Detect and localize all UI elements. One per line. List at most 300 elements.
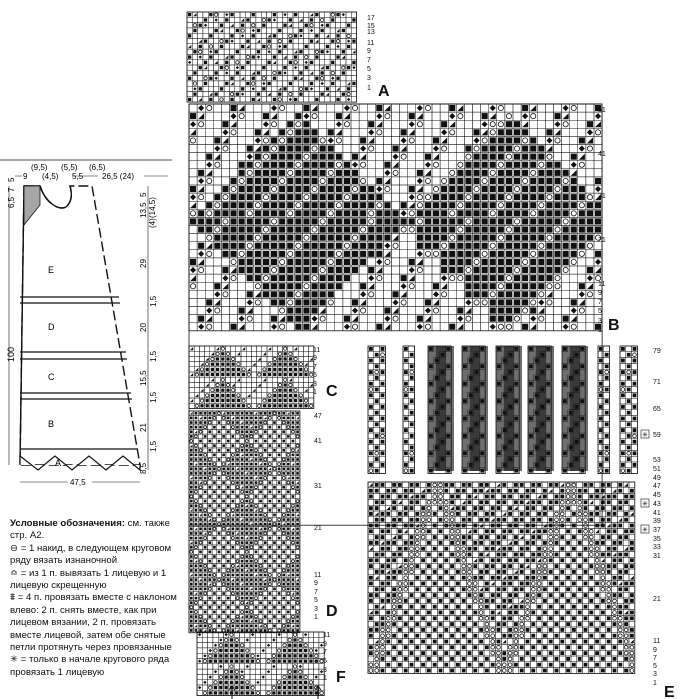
grid-cell [448, 290, 456, 298]
knit-stitch-mark [263, 178, 269, 184]
knit-stitch-mark [587, 202, 593, 208]
knit-stitch-mark [328, 178, 334, 184]
grid-cell [359, 266, 367, 274]
knit-stitch-mark [522, 162, 528, 168]
grid-cell [272, 86, 277, 91]
grid-cell [309, 92, 314, 97]
knit-stitch-mark [320, 146, 326, 152]
knit-stitch-mark [284, 404, 287, 407]
center-fold-line [20, 186, 24, 465]
knit-stitch-mark [296, 509, 299, 512]
knit-stitch-mark [474, 194, 480, 200]
grid-cell [198, 76, 203, 81]
grid-cell [586, 104, 594, 112]
grid-cell [246, 128, 254, 136]
decrease-mark [587, 137, 593, 143]
knit-stitch-mark [222, 523, 225, 526]
grid-cell [554, 153, 562, 161]
knit-stitch-mark [506, 267, 512, 273]
grid-cell [351, 282, 359, 290]
yarn-over-mark [232, 389, 235, 392]
grid-cell [241, 377, 246, 382]
knit-stitch-mark [401, 275, 407, 281]
knit-stitch-mark [441, 194, 447, 200]
decrease-mark [368, 283, 374, 289]
grid-cell [272, 92, 277, 97]
yarn-over-mark [223, 195, 228, 200]
knit-stitch-mark [273, 404, 276, 407]
knit-stitch-mark [506, 308, 512, 314]
knit-stitch-mark [226, 363, 229, 366]
knit-stitch-mark [296, 528, 299, 531]
grid-cell [570, 145, 578, 153]
grid-cell [562, 153, 570, 161]
yarn-over-mark [255, 300, 260, 305]
knit-stitch-mark [449, 324, 455, 330]
knit-stitch-mark [328, 146, 334, 152]
knit-stitch-mark [320, 299, 326, 305]
decrease-mark [384, 251, 390, 257]
knit-stitch-mark [331, 82, 334, 85]
knit-stitch-mark [188, 98, 191, 101]
knit-stitch-mark [199, 509, 202, 512]
knit-stitch-mark [292, 426, 295, 429]
decrease-mark [326, 93, 329, 96]
yarn-over-mark [207, 105, 212, 110]
knit-stitch-mark [208, 467, 211, 470]
row-number: 7 [367, 57, 371, 64]
grid-cell [359, 120, 367, 128]
grid-cell [235, 12, 240, 17]
knit-stitch-mark [259, 518, 262, 521]
knit-stitch-mark [271, 194, 277, 200]
knit-stitch-mark [360, 283, 366, 289]
knit-stitch-mark [216, 394, 219, 397]
grid-cell [416, 153, 424, 161]
knit-stitch-mark [449, 202, 455, 208]
grid-cell [335, 70, 340, 75]
knit-stitch-mark [216, 357, 219, 360]
yarn-over-mark [401, 227, 406, 232]
knit-stitch-mark [336, 34, 339, 37]
knit-stitch-mark [292, 412, 295, 415]
knit-stitch-mark [273, 477, 276, 480]
knit-stitch-mark [563, 194, 569, 200]
grid-cell [464, 136, 472, 144]
knit-stitch-mark [287, 218, 293, 224]
grid-cell [309, 54, 314, 59]
grid-cell [214, 65, 219, 70]
knit-stitch-mark [393, 291, 399, 297]
grid-cell [351, 12, 356, 17]
decrease-mark [252, 363, 255, 366]
yarn-over-mark [194, 500, 197, 503]
knit-stitch-mark [193, 71, 196, 74]
knit-stitch-mark [271, 283, 277, 289]
knit-stitch-mark [264, 449, 267, 452]
knit-stitch-mark [222, 186, 228, 192]
diamond-mark [190, 121, 196, 127]
grid-cell [262, 362, 267, 367]
knit-stitch-mark [522, 299, 528, 305]
diamond-mark [393, 154, 399, 160]
diamond-mark [352, 66, 355, 69]
knit-stitch-mark [287, 458, 290, 461]
knit-stitch-mark [218, 514, 221, 517]
knit-stitch-mark [292, 467, 295, 470]
knit-stitch-mark [209, 55, 212, 58]
knit-stitch-mark [252, 77, 255, 80]
knit-stitch-mark [190, 113, 196, 119]
chart-B-grid [189, 104, 602, 331]
grid-cell [254, 307, 262, 315]
yarn-over-mark [450, 235, 455, 240]
grid-cell [570, 120, 578, 128]
yarn-over-mark [531, 300, 536, 305]
knit-stitch-mark [226, 357, 229, 360]
knit-stitch-mark [384, 235, 390, 241]
grid-cell [245, 70, 250, 75]
grid-cell [432, 258, 440, 266]
chart-grids [187, 12, 675, 699]
yarn-over-mark [299, 363, 302, 366]
grid-cell [229, 28, 234, 33]
grid-cell [570, 128, 578, 136]
knit-stitch-mark [259, 458, 262, 461]
knit-stitch-mark [530, 218, 536, 224]
grid-cell [224, 86, 229, 91]
grid-cell [205, 377, 210, 382]
knit-stitch-mark [449, 251, 455, 257]
knit-stitch-mark [263, 283, 269, 289]
knit-stitch-mark [530, 291, 536, 297]
grid-cell [529, 120, 537, 128]
grid-cell [251, 403, 256, 408]
knit-stitch-mark [226, 394, 229, 397]
knit-stitch-mark [221, 357, 224, 360]
yarn-over-mark [255, 430, 258, 433]
knit-stitch-mark [198, 218, 204, 224]
knit-stitch-mark [441, 259, 447, 265]
grid-cell [272, 536, 277, 541]
grid-cell [448, 307, 456, 315]
grid-cell [351, 120, 359, 128]
grid-cell [240, 12, 245, 17]
grid-cell [456, 282, 464, 290]
decrease-mark [546, 291, 552, 297]
grid-cell [262, 315, 270, 323]
grid-cell [272, 434, 277, 439]
grid-cell [257, 393, 262, 398]
knit-stitch-mark [282, 504, 285, 507]
grid-cell [257, 346, 262, 351]
grid-cell [205, 136, 213, 144]
grid-cell [229, 17, 234, 22]
yarn-over-mark [211, 389, 214, 392]
decrease-mark [384, 324, 390, 330]
yarn-over-mark [231, 537, 234, 540]
knit-stitch-mark [213, 467, 216, 470]
knit-stitch-mark [328, 218, 334, 224]
knit-stitch-mark [595, 178, 601, 184]
grid-cell [257, 362, 262, 367]
grid-cell [424, 274, 432, 282]
decrease-mark [555, 129, 561, 135]
row-number: 17 [367, 15, 375, 22]
bottom-width: 47,5 [70, 478, 86, 487]
knit-stitch-mark [271, 235, 277, 241]
knit-stitch-mark [208, 430, 211, 433]
yarn-over-mark [377, 276, 382, 281]
yarn-over-mark [236, 61, 239, 64]
knit-stitch-mark [227, 486, 230, 489]
grid-cell [187, 17, 192, 22]
knit-stitch-mark [303, 227, 309, 233]
knit-stitch-mark [255, 454, 258, 457]
decrease-mark [259, 528, 262, 531]
knit-stitch-mark [245, 412, 248, 415]
knit-stitch-mark [227, 523, 230, 526]
knit-stitch-mark [230, 55, 233, 58]
grid-cell [214, 54, 219, 59]
knit-stitch-mark [295, 170, 301, 176]
grid-cell [424, 136, 432, 144]
grid-cell [251, 382, 256, 387]
yarn-over-mark [289, 352, 292, 355]
grid-cell [309, 76, 314, 81]
knit-stitch-mark [368, 121, 374, 127]
knit-stitch-mark [195, 509, 198, 512]
knit-stitch-mark [538, 154, 544, 160]
knit-stitch-mark [259, 417, 262, 420]
grid-cell [231, 377, 236, 382]
knit-stitch-mark [221, 404, 224, 407]
knit-stitch-mark [384, 218, 390, 224]
knit-stitch-mark [312, 283, 318, 289]
knit-stitch-mark [409, 218, 415, 224]
grid-cell [249, 425, 254, 430]
grid-cell [325, 39, 330, 44]
grid-cell [189, 315, 197, 323]
grid-cell [562, 307, 570, 315]
yarn-over-mark [506, 195, 511, 200]
knit-stitch-mark [498, 218, 504, 224]
yarn-over-mark [242, 368, 245, 371]
knit-stitch-mark [555, 218, 561, 224]
grid-cell [272, 508, 277, 513]
knit-stitch-mark [214, 210, 220, 216]
knit-stitch-mark [236, 509, 239, 512]
zigzag-hem [20, 456, 140, 470]
knit-stitch-mark [231, 243, 237, 249]
yarn-over-mark [571, 211, 576, 216]
grid-cell [194, 377, 199, 382]
knit-stitch-mark [342, 71, 345, 74]
grid-cell [545, 307, 553, 315]
grid-cell [267, 388, 272, 393]
knit-stitch-mark [490, 178, 496, 184]
row-number: 1 [367, 85, 371, 92]
grid-cell [261, 70, 266, 75]
yarn-over-mark [514, 146, 519, 151]
grid-cell [554, 290, 562, 298]
diamond-mark [257, 55, 260, 58]
decrease-mark [258, 357, 261, 360]
yarn-over-mark [227, 458, 230, 461]
garment-outline [20, 186, 140, 465]
knit-stitch-mark [247, 202, 253, 208]
grid-cell [230, 145, 238, 153]
grid-cell [189, 362, 194, 367]
yarn-over-mark [287, 537, 290, 540]
grid-cell [448, 145, 456, 153]
knit-stitch-mark [287, 227, 293, 233]
knit-stitch-mark [360, 186, 366, 192]
grid-cell [578, 266, 586, 274]
knit-stitch-mark [441, 202, 447, 208]
decrease-mark [250, 458, 253, 461]
knit-stitch-mark [204, 528, 207, 531]
yarn-over-mark [450, 276, 455, 281]
grid-cell [281, 536, 286, 541]
knit-stitch-mark [257, 71, 260, 74]
knit-stitch-mark [204, 61, 207, 64]
decrease-mark [239, 105, 245, 111]
yarn-over-mark [331, 13, 334, 16]
grid-cell [295, 480, 300, 485]
decrease-mark [190, 202, 196, 208]
decrease-mark [230, 82, 233, 85]
grid-cell [212, 513, 217, 518]
decrease-mark [312, 105, 318, 111]
grid-cell [351, 49, 356, 54]
diamond-mark [409, 194, 415, 200]
knit-stitch-mark [287, 518, 290, 521]
knit-stitch-mark [344, 178, 350, 184]
knit-stitch-mark [195, 421, 198, 424]
decrease-mark [264, 417, 267, 420]
knit-stitch-mark [506, 162, 512, 168]
grid-cell [235, 23, 240, 28]
grid-cell [246, 393, 251, 398]
grid-cell [187, 44, 192, 49]
knit-stitch-mark [336, 98, 339, 101]
grid-cell [408, 250, 416, 258]
knit-stitch-mark [538, 210, 544, 216]
knit-stitch-mark [245, 463, 248, 466]
grid-cell [187, 49, 192, 54]
knit-stitch-mark [289, 18, 292, 21]
grid-cell [335, 23, 340, 28]
decrease-mark [425, 170, 431, 176]
grid-cell [189, 393, 194, 398]
yarn-over-mark [255, 162, 260, 167]
grid-cell [212, 448, 217, 453]
yarn-over-mark [213, 518, 216, 521]
knit-stitch-mark [216, 363, 219, 366]
grid-cell [293, 23, 298, 28]
decrease-mark [257, 98, 260, 101]
grid-cell [235, 39, 240, 44]
diamond-mark [457, 316, 463, 322]
grid-cell [562, 298, 570, 306]
yarn-over-mark [258, 373, 261, 376]
knit-stitch-mark [546, 218, 552, 224]
decrease-mark [282, 523, 285, 526]
grid-cell [272, 517, 277, 522]
grid-cell [219, 60, 224, 65]
knit-stitch-mark [425, 243, 431, 249]
knit-stitch-mark [241, 537, 244, 540]
knit-stitch-mark [296, 532, 299, 535]
knit-stitch-mark [303, 316, 309, 322]
grid-cell [293, 382, 298, 387]
grid-cell [235, 54, 240, 59]
knit-stitch-mark [199, 463, 202, 466]
grid-cell [416, 145, 424, 153]
grid-cell [298, 97, 303, 102]
decrease-mark [255, 509, 258, 512]
right-dim-5: 29 [139, 259, 148, 268]
yarn-over-mark [320, 219, 325, 224]
grid-cell [277, 476, 282, 481]
diamond-mark [347, 98, 350, 101]
knit-stitch-mark [278, 537, 281, 540]
grid-cell [383, 266, 391, 274]
grid-cell [537, 112, 545, 120]
knit-stitch-mark [250, 417, 253, 420]
knit-stitch-mark [199, 421, 202, 424]
grid-cell [314, 17, 319, 22]
knit-stitch-mark [571, 178, 577, 184]
grid-cell [189, 226, 197, 234]
yarn-over-mark [190, 440, 193, 443]
knit-stitch-mark [225, 82, 228, 85]
yarn-over-mark [296, 435, 299, 438]
knit-stitch-mark [417, 210, 423, 216]
diamond-mark [206, 162, 212, 168]
knit-stitch-mark [222, 481, 225, 484]
yarn-over-mark [239, 251, 244, 256]
knit-stitch-mark [250, 430, 253, 433]
knit-stitch-mark [294, 98, 297, 101]
grid-cell [251, 372, 256, 377]
knit-stitch-mark [303, 299, 309, 305]
knit-stitch-mark [587, 121, 593, 127]
grid-cell [505, 104, 513, 112]
grid-cell [261, 49, 266, 54]
yarn-over-mark [231, 259, 236, 264]
yarn-over-mark [385, 114, 390, 119]
grid-cell [226, 499, 231, 504]
knit-stitch-mark [263, 113, 269, 119]
knit-stitch-mark [279, 210, 285, 216]
knit-stitch-mark [368, 251, 374, 257]
knit-stitch-mark [555, 267, 561, 273]
grid-cell [256, 17, 261, 22]
diamond-mark [289, 98, 292, 101]
grid-cell [198, 12, 203, 17]
grid-cell [440, 104, 448, 112]
grid-cell [432, 128, 440, 136]
grid-cell [198, 33, 203, 38]
grid-cell [314, 65, 319, 70]
grid-cell [267, 70, 272, 75]
yarn-over-mark [587, 243, 592, 248]
grid-cell [254, 104, 262, 112]
knit-stitch-mark [571, 235, 577, 241]
grid-cell [400, 120, 408, 128]
